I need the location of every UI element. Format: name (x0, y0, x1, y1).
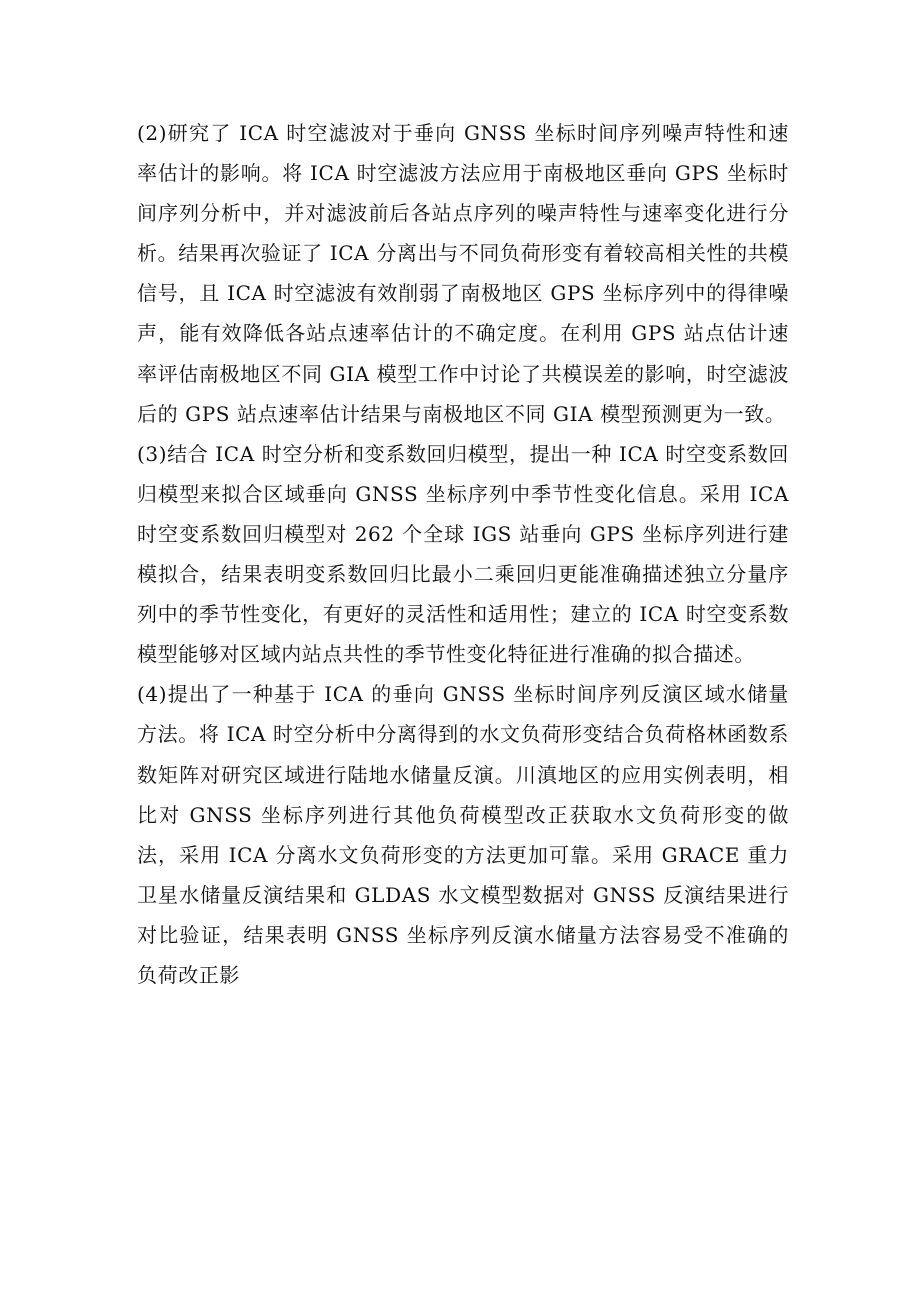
paragraph-3: (3)结合 ICA 时空分析和变系数回归模型，提出一种 ICA 时空变系数回归模型来拟合区域垂向 GNSS 坐标序列中季节性变化信息。采用 ICA 时空变系数回归模型对 262 个全球 IGS 站垂向 GPS 坐标序列进行建模拟合，结果表明变系数回归比最小二乘回归更能准确描述独立分量序列中的季节性变化，有更好的灵活性和适用性；建立的 ICA 时空变系数模型能够对区域内站点共性的季节性变化特征进行准确的拟合描述。 (137, 441, 789, 667)
paragraph-4: (4)提出了一种基于 ICA 的垂向 GNSS 坐标时间序列反演区域水储量方法。将 ICA 时空分析中分离得到的水文负荷形变结合负荷格林函数系数矩阵对研究区域进行陆地水储量反演。川滇地区的应用实例表明，相比对 GNSS 坐标序列进行其他负荷模型改正获取水文负荷形变的做法，采用 ICA 分离水文负荷形变的方法更加可靠。采用 GRACE 重力卫星水储量反演结果和 GLDAS 水文模型数据对 GNSS 反演结果进行对比验证，结果表明 GNSS 坐标序列反演水储量方法容易受不准确的负荷改正影 (137, 682, 789, 987)
document-body (137, 113, 789, 995)
paragraph-2: (2)研究了 ICA 时空滤波对于垂向 GNSS 坐标时间序列噪声特性和速率估计的影响。将 ICA 时空滤波方法应用于南极地区垂向 GPS 坐标时间序列分析中，并对滤波前后各站点序列的噪声特性与速率变化进行分析。结果再次验证了 ICA 分离出与不同负荷形变有着较高相关性的共模信号，且 ICA 时空滤波有效削弱了南极地区 GPS 坐标序列中的得律噪声，能有效降低各站点速率估计的不确定度。在利用 GPS 站点估计速率评估南极地区不同 GIA 模型工作中讨论了共模误差的影响，时空滤波后的 GPS 站点速率估计结果与南极地区不同 GIA 模型预测更为一致。 (137, 121, 789, 426)
